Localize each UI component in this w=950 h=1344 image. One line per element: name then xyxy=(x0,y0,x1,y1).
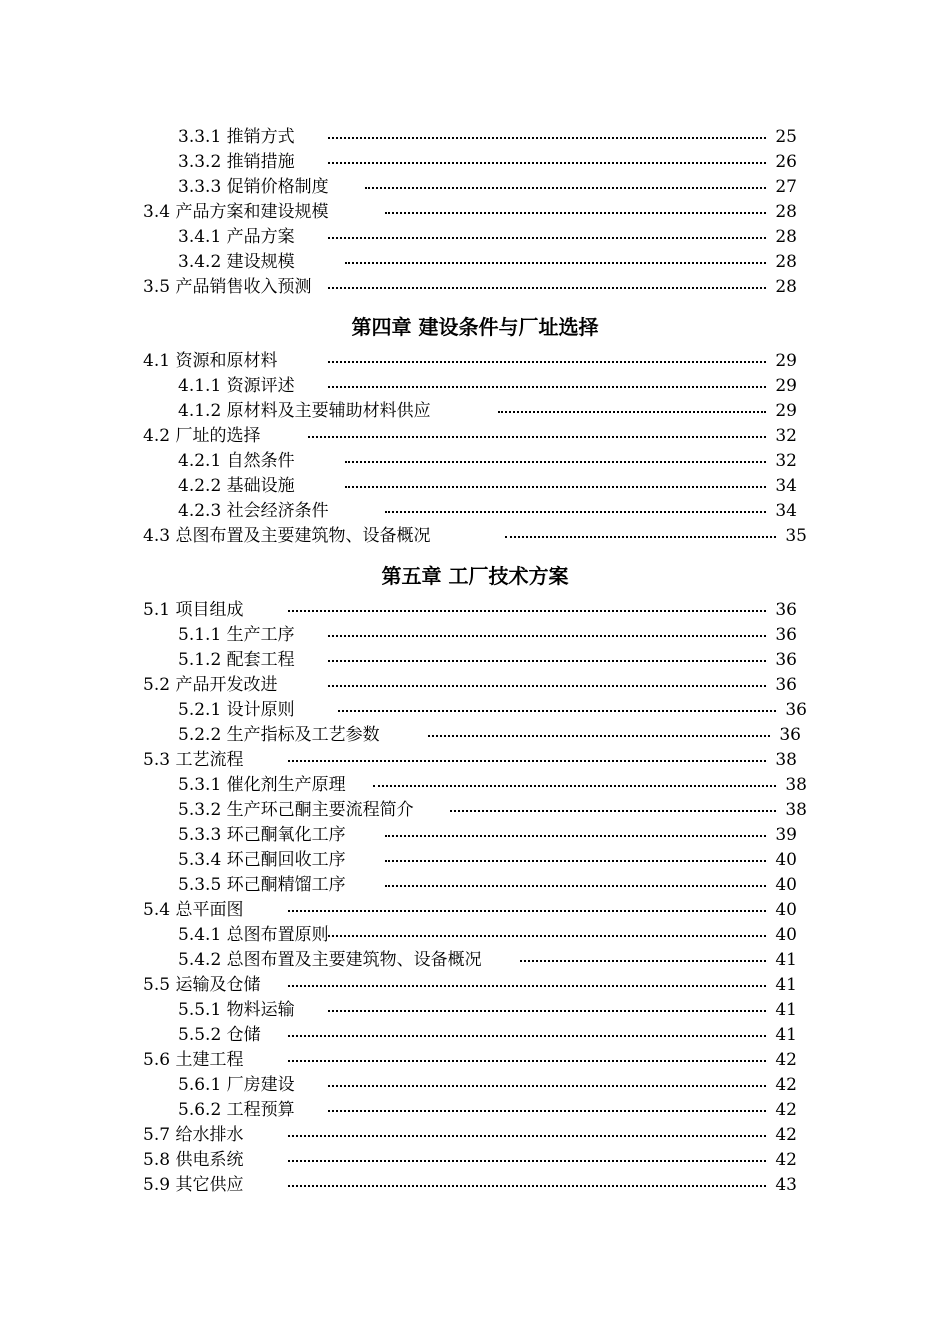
section-number: 4.1.1 xyxy=(178,376,222,396)
section-number: 3.4.2 xyxy=(178,252,222,272)
section-title: 项目组成 xyxy=(175,600,244,620)
section-title: 生产工序 xyxy=(226,625,295,645)
toc-entry[interactable] xyxy=(0,748,950,772)
dot-leader xyxy=(328,162,766,164)
page-number: 29 xyxy=(775,376,797,396)
page-number: 36 xyxy=(775,600,797,620)
toc-entry-label xyxy=(178,125,295,149)
toc-entry[interactable] xyxy=(0,648,950,672)
toc-entry[interactable] xyxy=(0,823,950,847)
toc-entry-label xyxy=(143,748,243,772)
toc-entry-label xyxy=(178,150,295,174)
section-number: 5.3.5 xyxy=(178,875,222,895)
toc-entry[interactable] xyxy=(0,798,950,822)
section-title: 原材料及主要辅助材料供应 xyxy=(226,401,431,421)
page-number: 34 xyxy=(775,476,797,496)
dot-leader xyxy=(288,985,766,987)
section-title: 总图布置及主要建筑物、设备概况 xyxy=(175,526,431,546)
section-number: 3.4.1 xyxy=(178,227,222,247)
page-number: 29 xyxy=(775,401,797,421)
toc-entry-label xyxy=(178,1073,295,1097)
page-number: 32 xyxy=(775,426,797,446)
section-number: 5.6.1 xyxy=(178,1075,222,1095)
section-number: 3.3.2 xyxy=(178,152,222,172)
section-number: 5.3.3 xyxy=(178,825,222,845)
section-title: 供电系统 xyxy=(175,1150,244,1170)
page-number: 34 xyxy=(775,501,797,521)
section-title: 工程预算 xyxy=(226,1100,295,1120)
page-number: 36 xyxy=(775,650,797,670)
toc-entry[interactable] xyxy=(0,150,950,174)
dot-leader xyxy=(328,386,766,388)
dot-leader xyxy=(328,1085,766,1087)
page-number: 36 xyxy=(775,625,797,645)
toc-entry-label xyxy=(143,275,311,299)
toc-entry-label xyxy=(178,1023,261,1047)
toc-entry[interactable] xyxy=(0,474,950,498)
toc-entry[interactable] xyxy=(0,399,950,423)
dot-leader xyxy=(385,885,766,887)
toc-entry-label xyxy=(178,374,295,398)
section-number: 4.2.1 xyxy=(178,451,222,471)
dot-leader xyxy=(328,361,766,363)
toc-entry-label xyxy=(143,598,243,622)
section-number: 5.7 xyxy=(143,1125,171,1145)
dot-leader xyxy=(385,511,766,513)
toc-entry[interactable] xyxy=(0,898,950,922)
toc-entry-label xyxy=(178,723,380,747)
section-title: 总图布置及主要建筑物、设备概况 xyxy=(226,950,482,970)
page-number: 41 xyxy=(775,1025,797,1045)
dot-leader xyxy=(505,536,776,538)
section-number: 5.4.2 xyxy=(178,950,222,970)
toc-entry-label xyxy=(178,998,295,1022)
section-number: 5.5.2 xyxy=(178,1025,222,1045)
section-number: 5.6 xyxy=(143,1050,171,1070)
section-title: 其它供应 xyxy=(175,1175,244,1195)
toc-entry[interactable] xyxy=(0,449,950,473)
toc-entry-label xyxy=(143,1148,243,1172)
section-title: 生产环己酮主要流程简介 xyxy=(226,800,414,820)
toc-entry-label xyxy=(143,524,430,548)
toc-entry-label xyxy=(178,923,329,947)
dot-leader xyxy=(328,935,766,937)
page-number: 39 xyxy=(775,825,797,845)
page-number: 28 xyxy=(775,227,797,247)
dot-leader xyxy=(345,461,766,463)
toc-entry[interactable] xyxy=(0,125,950,149)
dot-leader xyxy=(345,486,766,488)
toc-entry[interactable] xyxy=(0,973,950,997)
page-number: 42 xyxy=(775,1050,797,1070)
section-number: 4.2.2 xyxy=(178,476,222,496)
dot-leader xyxy=(288,910,766,912)
section-title: 物料运输 xyxy=(226,1000,295,1020)
dot-leader xyxy=(328,287,766,289)
toc-entry-label xyxy=(178,873,346,897)
section-number: 5.2.2 xyxy=(178,725,222,745)
toc-entry-label xyxy=(143,1173,243,1197)
section-number: 3.5 xyxy=(143,277,171,297)
section-title: 催化剂生产原理 xyxy=(226,775,346,795)
dot-leader xyxy=(288,760,766,762)
toc-entry[interactable] xyxy=(0,948,950,972)
page-number: 42 xyxy=(775,1075,797,1095)
toc-entry-label xyxy=(178,175,329,199)
section-title: 厂址的选择 xyxy=(175,426,261,446)
toc-entry[interactable] xyxy=(0,424,950,448)
dot-leader xyxy=(345,262,766,264)
section-number: 4.2 xyxy=(143,426,171,446)
toc-entry-label xyxy=(143,349,277,373)
toc-entry-label xyxy=(178,623,295,647)
dot-leader xyxy=(520,960,766,962)
toc-entry[interactable] xyxy=(0,1123,950,1147)
toc-entry-label xyxy=(178,499,329,523)
toc-entry[interactable] xyxy=(0,673,950,697)
toc-entry-label xyxy=(178,399,431,423)
dot-leader xyxy=(385,860,766,862)
section-title: 设计原则 xyxy=(226,700,295,720)
section-title: 厂房建设 xyxy=(226,1075,295,1095)
toc-entry[interactable] xyxy=(0,200,950,224)
section-title: 推销方式 xyxy=(226,127,295,147)
page-number: 41 xyxy=(775,975,797,995)
section-title: 产品开发改进 xyxy=(175,675,278,695)
toc-entry-label xyxy=(143,1123,243,1147)
section-title: 总平面图 xyxy=(175,900,244,920)
toc-entry[interactable] xyxy=(0,499,950,523)
toc-entry[interactable] xyxy=(0,698,950,722)
toc-entry[interactable] xyxy=(0,524,950,548)
section-number: 4.2.3 xyxy=(178,501,222,521)
page-number: 29 xyxy=(775,351,797,371)
section-title: 工艺流程 xyxy=(175,750,244,770)
section-title: 建设规模 xyxy=(226,252,295,272)
section-title: 环己酮回收工序 xyxy=(226,850,346,870)
toc-entry[interactable] xyxy=(0,723,950,747)
section-title: 环己酮氧化工序 xyxy=(226,825,346,845)
section-title: 仓储 xyxy=(226,1025,261,1045)
page-number: 40 xyxy=(775,875,797,895)
section-title: 给水排水 xyxy=(175,1125,244,1145)
toc-entry-label xyxy=(178,848,346,872)
section-number: 3.4 xyxy=(143,202,171,222)
toc-entry[interactable] xyxy=(0,1148,950,1172)
toc-entry-label xyxy=(178,823,346,847)
toc-entry[interactable] xyxy=(0,923,950,947)
page-number: 40 xyxy=(775,925,797,945)
dot-leader xyxy=(288,610,766,612)
page-number: 32 xyxy=(775,451,797,471)
dot-leader xyxy=(328,685,766,687)
toc-entry-label xyxy=(143,673,277,697)
toc-entry[interactable] xyxy=(0,848,950,872)
chapter-heading: 第四章 建设条件与厂址选择 xyxy=(351,315,599,339)
section-title: 产品销售收入预测 xyxy=(175,277,312,297)
section-number: 5.8 xyxy=(143,1150,171,1170)
page-number: 38 xyxy=(775,750,797,770)
page-number: 41 xyxy=(775,950,797,970)
toc-entry-label xyxy=(178,225,295,249)
section-title: 配套工程 xyxy=(226,650,295,670)
section-number: 5.4.1 xyxy=(178,925,222,945)
page-number: 40 xyxy=(775,850,797,870)
dot-leader xyxy=(428,735,770,737)
dot-leader xyxy=(328,1010,766,1012)
toc-entry-label xyxy=(143,424,260,448)
dot-leader xyxy=(288,1060,766,1062)
section-number: 5.3.2 xyxy=(178,800,222,820)
dot-leader xyxy=(288,1185,766,1187)
dot-leader xyxy=(385,835,766,837)
page-number: 35 xyxy=(785,526,807,546)
dot-leader xyxy=(385,212,766,214)
section-number: 5.6.2 xyxy=(178,1100,222,1120)
toc-entry-label xyxy=(178,250,295,274)
page-number: 42 xyxy=(775,1100,797,1120)
page-number: 38 xyxy=(785,800,807,820)
section-number: 5.1.1 xyxy=(178,625,222,645)
dot-leader xyxy=(498,411,766,413)
section-title: 促销价格制度 xyxy=(226,177,329,197)
toc-entry-label xyxy=(178,698,295,722)
section-title: 土建工程 xyxy=(175,1050,244,1070)
section-title: 产品方案 xyxy=(226,227,295,247)
toc-entry-label xyxy=(178,648,295,672)
section-number: 5.4 xyxy=(143,900,171,920)
section-title: 生产指标及工艺参数 xyxy=(226,725,380,745)
page-number: 36 xyxy=(775,675,797,695)
dot-leader xyxy=(328,137,766,139)
dot-leader xyxy=(450,810,776,812)
toc-entry[interactable] xyxy=(0,349,950,373)
page-number: 41 xyxy=(775,1000,797,1020)
toc-entry[interactable] xyxy=(0,175,950,199)
section-number: 5.9 xyxy=(143,1175,171,1195)
section-number: 5.5 xyxy=(143,975,171,995)
section-title: 自然条件 xyxy=(226,451,295,471)
toc-entry[interactable] xyxy=(0,1073,950,1097)
section-number: 5.3 xyxy=(143,750,171,770)
toc-entry[interactable] xyxy=(0,773,950,797)
section-title: 总图布置原则 xyxy=(226,925,329,945)
dot-leader xyxy=(328,237,766,239)
toc-entry-label xyxy=(178,798,414,822)
toc-entry-label xyxy=(178,1098,295,1122)
page-number: 28 xyxy=(775,202,797,222)
dot-leader xyxy=(288,1160,766,1162)
toc-entry-label xyxy=(178,449,295,473)
page-number: 26 xyxy=(775,152,797,172)
section-number: 3.3.1 xyxy=(178,127,222,147)
page-number: 36 xyxy=(779,725,801,745)
page-number: 43 xyxy=(775,1175,797,1195)
dot-leader xyxy=(338,710,776,712)
toc-entry[interactable] xyxy=(0,275,950,299)
page-number: 38 xyxy=(785,775,807,795)
toc-entry-label xyxy=(178,773,346,797)
section-number: 3.3.3 xyxy=(178,177,222,197)
page-number: 36 xyxy=(785,700,807,720)
section-number: 5.3.1 xyxy=(178,775,222,795)
section-title: 资源和原材料 xyxy=(175,351,278,371)
section-title: 环己酮精馏工序 xyxy=(226,875,346,895)
section-title: 产品方案和建设规模 xyxy=(175,202,329,222)
toc-entry[interactable] xyxy=(0,998,950,1022)
toc-entry-label xyxy=(143,898,243,922)
toc-entry[interactable] xyxy=(0,1048,950,1072)
section-title: 资源评述 xyxy=(226,376,295,396)
page-number: 27 xyxy=(775,177,797,197)
section-number: 5.3.4 xyxy=(178,850,222,870)
toc-entry-label xyxy=(178,474,295,498)
section-number: 5.5.1 xyxy=(178,1000,222,1020)
dot-leader xyxy=(373,785,776,787)
dot-leader xyxy=(308,436,766,438)
toc-entry[interactable] xyxy=(0,1173,950,1197)
section-number: 4.3 xyxy=(143,526,171,546)
dot-leader xyxy=(328,1110,766,1112)
dot-leader xyxy=(328,660,766,662)
toc-entry[interactable] xyxy=(0,225,950,249)
section-number: 4.1.2 xyxy=(178,401,222,421)
section-number: 5.2.1 xyxy=(178,700,222,720)
page-number: 42 xyxy=(775,1150,797,1170)
toc-entry[interactable] xyxy=(0,598,950,622)
page-number: 25 xyxy=(775,127,797,147)
page-number: 40 xyxy=(775,900,797,920)
toc-entry-label xyxy=(143,200,328,224)
toc-entry-label xyxy=(143,1048,243,1072)
section-title: 社会经济条件 xyxy=(226,501,329,521)
page-number: 42 xyxy=(775,1125,797,1145)
dot-leader xyxy=(365,187,766,189)
section-number: 4.1 xyxy=(143,351,171,371)
toc-entry[interactable] xyxy=(0,1098,950,1122)
section-number: 5.1 xyxy=(143,600,171,620)
page-number: 28 xyxy=(775,277,797,297)
page-number: 28 xyxy=(775,252,797,272)
toc-entry-label xyxy=(178,948,482,972)
section-title: 运输及仓储 xyxy=(175,975,261,995)
toc-entry[interactable] xyxy=(0,374,950,398)
dot-leader xyxy=(288,1035,766,1037)
section-number: 5.2 xyxy=(143,675,171,695)
section-title: 推销措施 xyxy=(226,152,295,172)
chapter-heading: 第五章 工厂技术方案 xyxy=(381,564,569,588)
toc-entry[interactable] xyxy=(0,250,950,274)
section-title: 基础设施 xyxy=(226,476,295,496)
toc-entry[interactable] xyxy=(0,1023,950,1047)
dot-leader xyxy=(328,635,766,637)
toc-entry[interactable] xyxy=(0,623,950,647)
toc-entry[interactable] xyxy=(0,873,950,897)
section-number: 5.1.2 xyxy=(178,650,222,670)
dot-leader xyxy=(288,1135,766,1137)
toc-entry-label xyxy=(143,973,260,997)
